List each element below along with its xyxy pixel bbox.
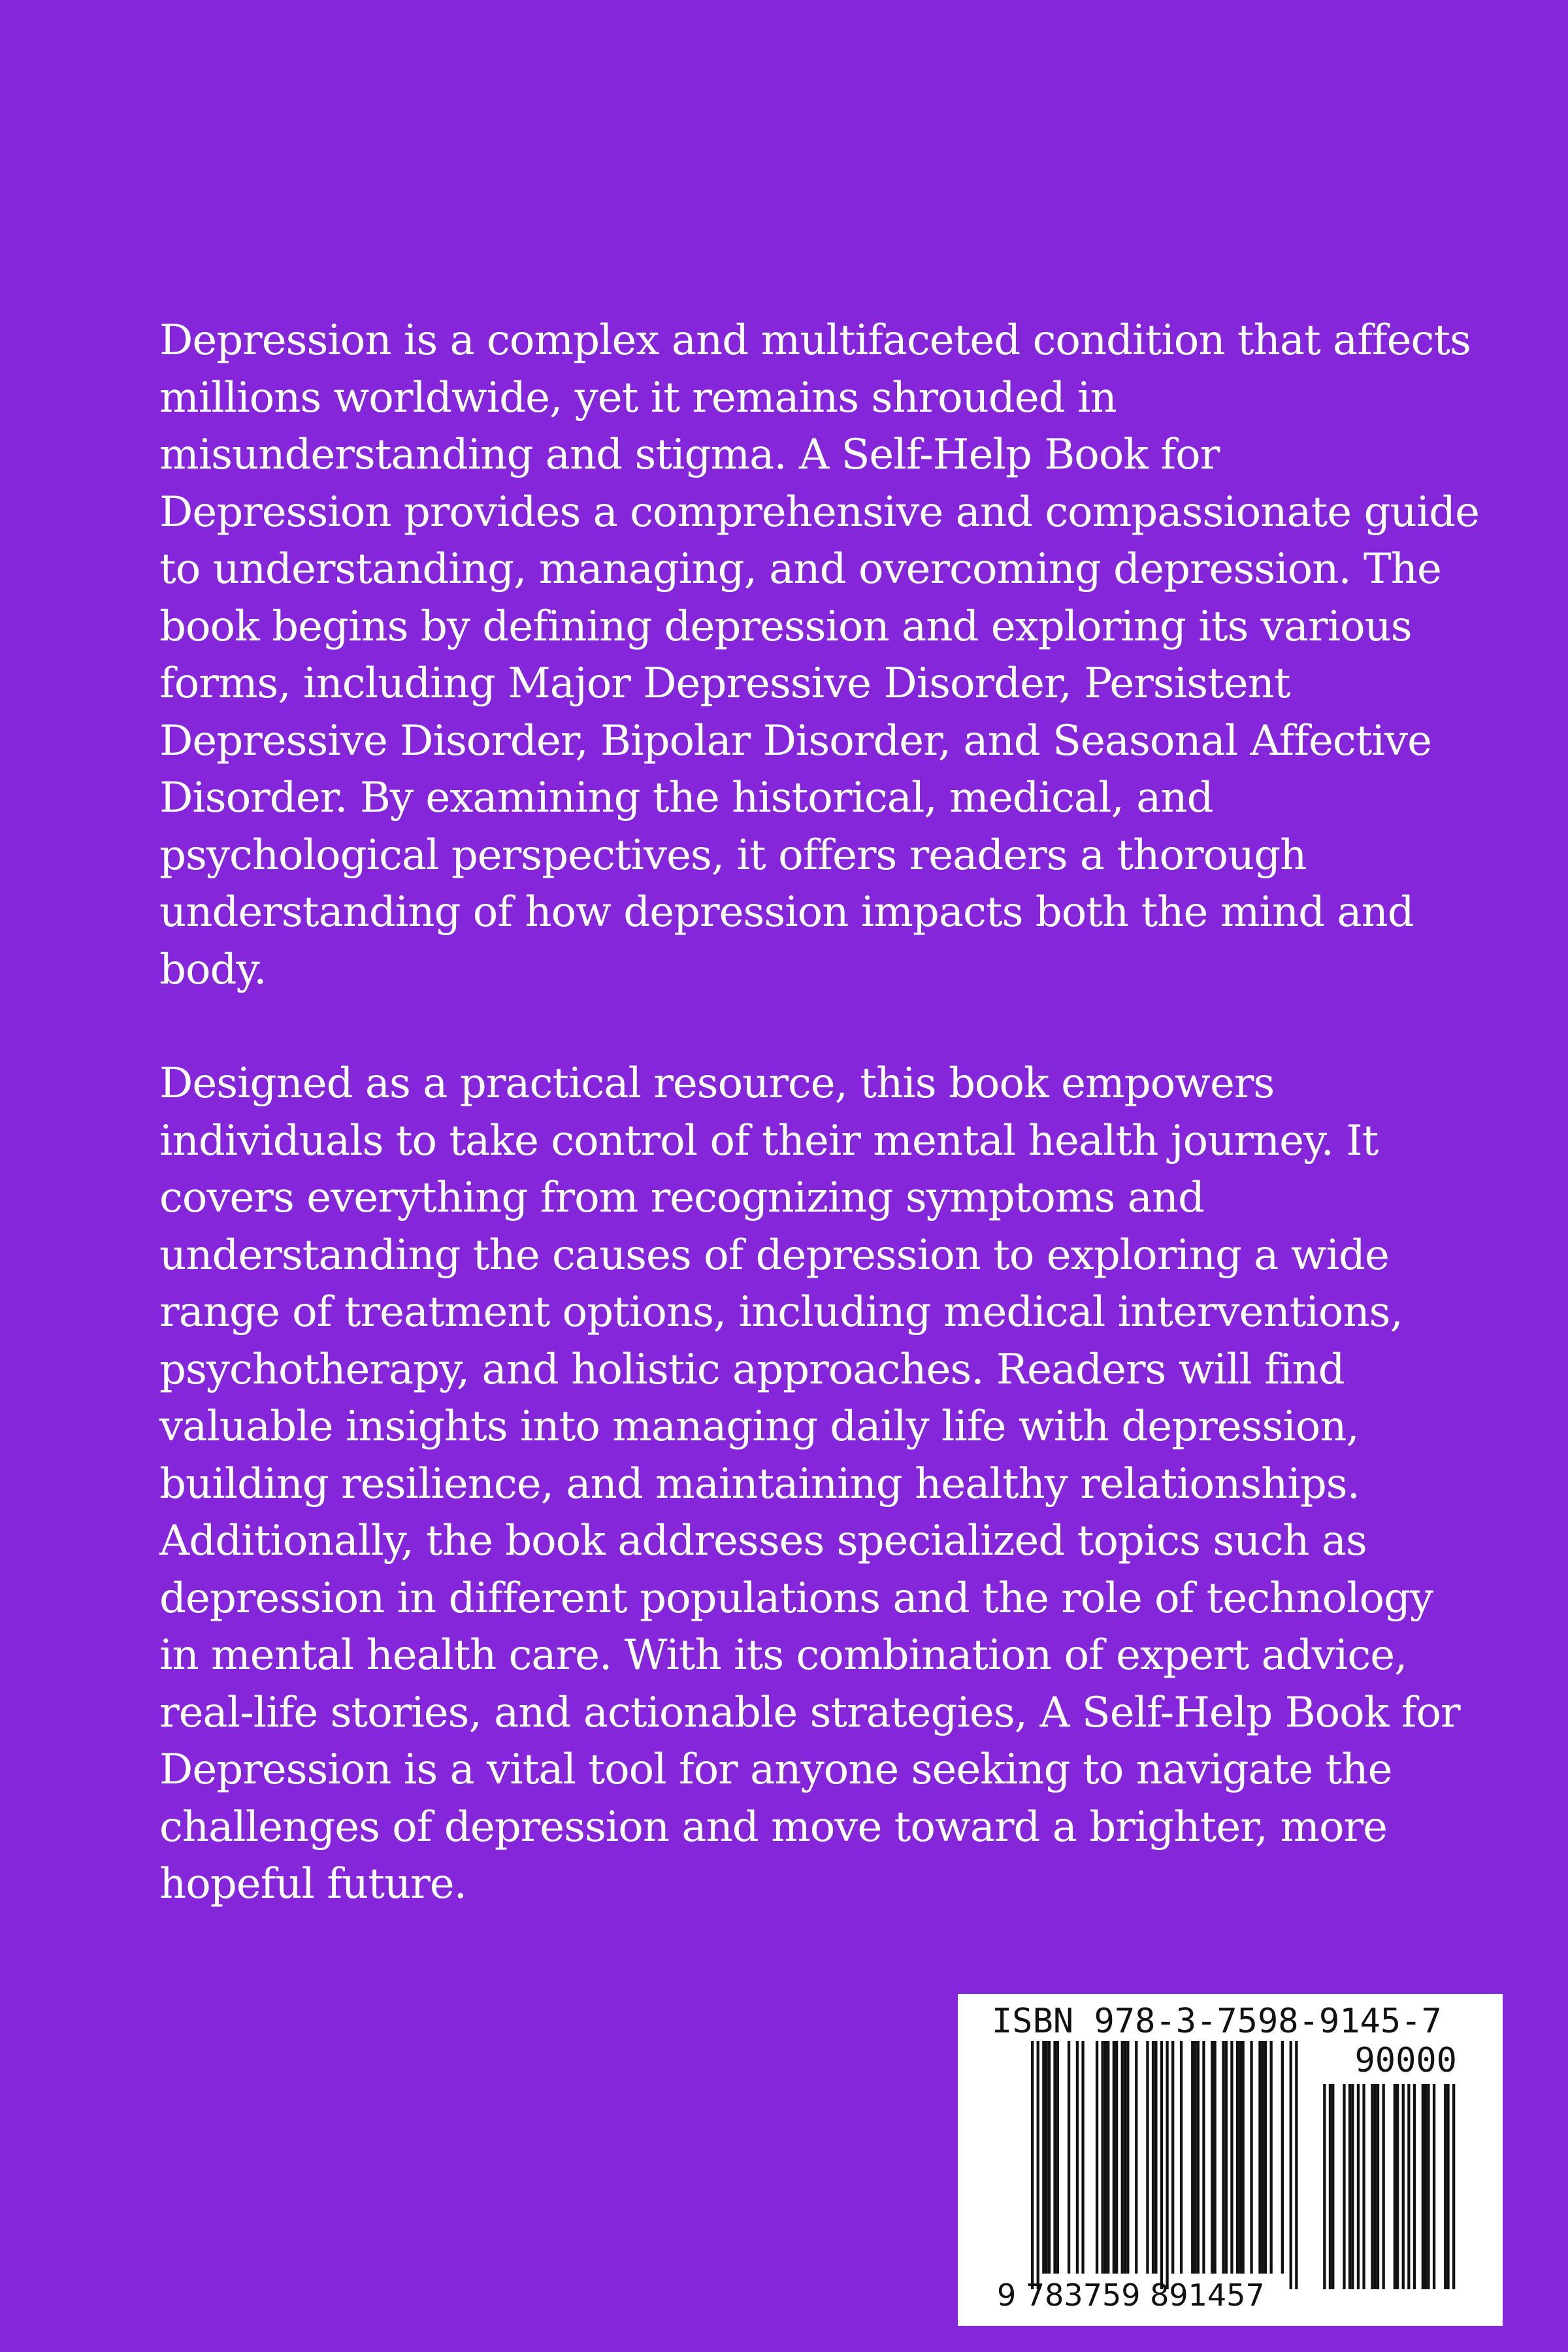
addon-bar: [1396, 2084, 1399, 2289]
blurb-line: psychotherapy, and holistic approaches. Readers will find: [159, 1345, 1345, 1394]
addon-bar: [1422, 2084, 1424, 2289]
barcode-bar: [1045, 2041, 1048, 2274]
ean-digits: 9 783759 891457: [997, 2277, 1265, 2313]
isbn-barcode-panel: [958, 1994, 1503, 2326]
blurb-line: understanding the causes of depression to exploring a wide: [159, 1231, 1389, 1280]
blurb-line: Depression is a complex and multifaceted condition that affects: [159, 316, 1471, 365]
blurb-line: understanding of how depression impacts both the mind and: [159, 888, 1414, 936]
barcode-bar: [1126, 2041, 1129, 2274]
barcode-bar: [1152, 2041, 1154, 2274]
barcode-bar: [1056, 2041, 1059, 2274]
addon-bar: [1371, 2084, 1373, 2289]
blurb-line: Depressive Disorder, Bipolar Disorder, and Seasonal Affective: [159, 716, 1431, 765]
blurb-line: Depression provides a comprehensive and compassionate guide: [159, 488, 1479, 537]
barcode-bar: [1053, 2041, 1056, 2274]
blurb-line: book begins by defining depression and exploring its various: [159, 602, 1412, 651]
barcode-bar: [1250, 2041, 1252, 2274]
barcode-guard-bar: [1037, 2041, 1039, 2289]
addon-bar: [1377, 2084, 1379, 2289]
addon-bar: [1362, 2084, 1365, 2289]
barcode-bar: [1230, 2041, 1233, 2274]
barcode-guard-bar: [1031, 2041, 1034, 2289]
blurb-paragraph-1: [159, 312, 1479, 999]
blurb-line: misunderstanding and stigma. A Self-Help Book for: [159, 431, 1220, 479]
barcode-bar: [1113, 2041, 1115, 2274]
back-cover-blurb: [159, 312, 1479, 1913]
blurb-line: in mental health care. With its combination of expert advice,: [159, 1631, 1407, 1680]
barcode-bar: [1076, 2041, 1079, 2274]
addon-bar: [1343, 2084, 1345, 2289]
barcode-bar: [1222, 2041, 1224, 2274]
addon-bar: [1446, 2084, 1449, 2289]
addon-bar: [1382, 2084, 1385, 2289]
addon-bar: [1444, 2084, 1446, 2289]
barcode-bar: [1270, 2041, 1273, 2274]
addon-bar: [1407, 2084, 1410, 2289]
blurb-line: Disorder. By examining the historical, medical, and: [159, 774, 1213, 822]
blurb-line: range of treatment options, including medical interventions,: [159, 1288, 1403, 1336]
blurb-line: Additionally, the book addresses specialized topics such as: [159, 1517, 1367, 1565]
addon-bar: [1427, 2084, 1429, 2289]
barcode-bar: [1081, 2041, 1084, 2274]
blurb-line: covers everything from recognizing symptoms and: [159, 1174, 1204, 1222]
barcode-bar: [1262, 2041, 1264, 2274]
addon-bar: [1452, 2084, 1455, 2289]
barcode-bar: [1180, 2041, 1183, 2274]
blurb-line: millions worldwide, yet it remains shrouded in: [159, 373, 1117, 422]
addon-bar: [1374, 2084, 1377, 2289]
barcode-bar: [1154, 2041, 1157, 2274]
addon-bar: [1329, 2084, 1331, 2289]
barcode-bar: [1281, 2041, 1284, 2274]
blurb-line: real-life stories, and actionable strategies, A Self-Help Book for: [159, 1688, 1460, 1737]
barcode-bar: [1197, 2041, 1200, 2274]
barcode-bar: [1194, 2041, 1196, 2274]
barcode-guard-bar: [1290, 2041, 1292, 2289]
barcode-bar: [1242, 2041, 1245, 2274]
barcode-guard-bar: [1166, 2041, 1168, 2289]
barcode-bar: [1102, 2041, 1104, 2274]
price-addon-code: 90000: [1354, 2041, 1457, 2080]
blurb-line: depression in different populations and the role of technology: [159, 1574, 1433, 1623]
blurb-line: forms, including Major Depressive Disorder, Persistent: [159, 659, 1290, 708]
barcode-bar: [1096, 2041, 1098, 2274]
blurb-line: challenges of depression and move toward a brighter, more: [159, 1802, 1387, 1851]
addon-bar: [1413, 2084, 1416, 2289]
barcode-bar: [1104, 2041, 1107, 2274]
blurb-line: building resilience, and maintaining healthy relationships.: [159, 1459, 1360, 1508]
barcode-bar: [1264, 2041, 1267, 2274]
barcode-bar: [1124, 2041, 1126, 2274]
addon-bar: [1424, 2084, 1427, 2289]
addon-bar: [1351, 2084, 1354, 2289]
barcode-bar: [1042, 2041, 1045, 2274]
barcode-bar: [1191, 2041, 1194, 2274]
addon-bar: [1348, 2084, 1351, 2289]
addon-bar: [1402, 2084, 1405, 2289]
blurb-line: valuable insights into managing daily life with depression,: [159, 1402, 1359, 1451]
isbn-label: ISBN 978-3-7598-9145-7: [992, 2002, 1442, 2041]
barcode-bar: [1107, 2041, 1109, 2274]
barcode-guard-bar: [1295, 2041, 1298, 2289]
barcode-bar: [1135, 2041, 1137, 2274]
blurb-line: body.: [159, 945, 267, 994]
barcode-bar: [1225, 2041, 1228, 2274]
barcode-bar: [1068, 2041, 1070, 2274]
barcode-bar: [1115, 2041, 1118, 2274]
blurb-line: psychological perspectives, it offers readers a thorough: [159, 831, 1307, 880]
blurb-line: to understanding, managing, and overcoming depression. The: [159, 545, 1441, 593]
addon-bar: [1433, 2084, 1435, 2289]
barcode-bar: [1202, 2041, 1205, 2274]
barcode-bar: [1239, 2041, 1241, 2274]
blurb-paragraph-2: [159, 1055, 1460, 1913]
barcode-bar: [1211, 2041, 1213, 2274]
addon-bar: [1394, 2084, 1396, 2289]
addon-bar: [1323, 2084, 1326, 2289]
barcode-bar: [1214, 2041, 1217, 2274]
addon-bar: [1331, 2084, 1334, 2289]
barcode-bar: [1236, 2041, 1239, 2274]
barcode-bar: [1171, 2041, 1174, 2274]
blurb-line: individuals to take control of their mental health journey. It: [159, 1116, 1379, 1165]
barcode-bar: [1146, 2041, 1149, 2274]
blurb-line: Depression is a vital tool for anyone seeking to navigate the: [159, 1746, 1392, 1794]
barcode-bar: [1258, 2041, 1261, 2274]
barcode-bar: [1121, 2041, 1124, 2274]
blurb-line: Designed as a practical resource, this book empowers: [159, 1059, 1275, 1108]
addon-bar: [1357, 2084, 1360, 2289]
barcode-bar: [1048, 2041, 1051, 2274]
barcode-guard-bar: [1160, 2041, 1163, 2289]
blurb-line: hopeful future.: [159, 1860, 466, 1908]
